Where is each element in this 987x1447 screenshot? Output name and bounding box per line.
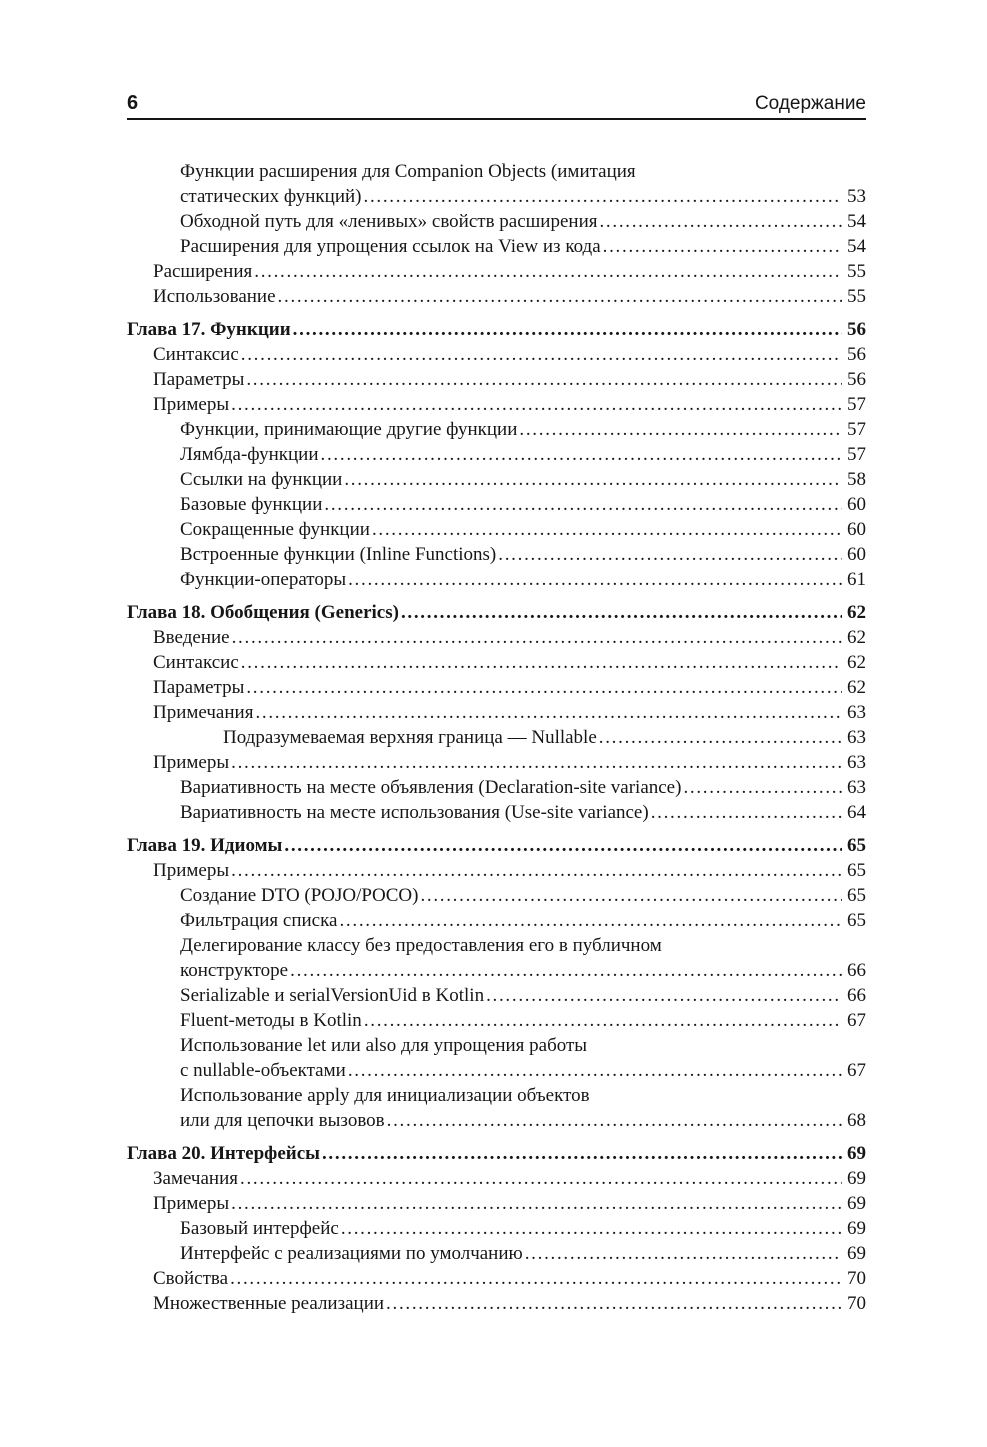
toc-entry-text: Обходной путь для «ленивых» свойств расширения bbox=[180, 211, 598, 232]
toc-dot-leader bbox=[324, 492, 842, 517]
toc-page-number: 64 bbox=[847, 802, 866, 823]
toc-page-number: 53 bbox=[847, 186, 866, 207]
toc-entry-text: Ссылки на функции bbox=[180, 469, 343, 490]
toc-page-number: 60 bbox=[847, 519, 866, 540]
toc-entry-text: Примеры bbox=[153, 752, 230, 773]
toc-entry bbox=[127, 1291, 866, 1316]
toc-dot-leader bbox=[519, 417, 842, 442]
toc-entry-last-line bbox=[180, 209, 866, 234]
toc-dot-leader bbox=[290, 958, 842, 983]
toc-entry-last-line bbox=[180, 1241, 866, 1266]
toc-entry-text: или для цепочки вызовов bbox=[180, 1110, 385, 1131]
toc-dot-leader bbox=[348, 567, 842, 592]
toc-page-number: 60 bbox=[847, 544, 866, 565]
toc-entry-text: Фильтрация списка bbox=[180, 910, 338, 931]
toc-dot-leader bbox=[420, 883, 842, 908]
toc-entry-text: статических функций) bbox=[180, 186, 362, 207]
toc-entry-last-line bbox=[180, 467, 866, 492]
toc-entry bbox=[127, 209, 866, 234]
toc-entry-text: Базовые функции bbox=[180, 494, 323, 515]
toc-entry-text: Параметры bbox=[153, 369, 245, 390]
toc-entry-text: Fluent-методы в Kotlin bbox=[180, 1010, 362, 1031]
toc-entry-text: Создание DTO (POJO/POCO) bbox=[180, 885, 419, 906]
toc-entry-text: Параметры bbox=[153, 677, 245, 698]
toc-entry-text: Сокращенные функции bbox=[180, 519, 370, 540]
toc-entry bbox=[127, 625, 866, 650]
toc-dot-leader bbox=[344, 467, 842, 492]
toc-dot-leader bbox=[341, 1216, 842, 1241]
toc-entry-text: Функции-операторы bbox=[180, 569, 347, 590]
toc-entry bbox=[127, 234, 866, 259]
toc-entry-text: Синтаксис bbox=[153, 344, 239, 365]
toc-entry-last-line bbox=[180, 883, 866, 908]
toc-entry-last-line bbox=[180, 517, 866, 542]
toc-entry-text: Встроенные функции (Inline Functions) bbox=[180, 544, 497, 565]
toc-entry bbox=[127, 317, 866, 342]
toc-entry bbox=[127, 600, 866, 625]
toc-entry bbox=[127, 775, 866, 800]
toc-dot-leader bbox=[254, 259, 842, 284]
toc-page-number: 62 bbox=[847, 627, 866, 648]
toc-entry-text: Введение bbox=[153, 627, 230, 648]
toc-entry bbox=[127, 1083, 866, 1133]
toc-entry-text: Множественные реализации bbox=[153, 1293, 385, 1314]
toc-entry-text: Интерфейс с реализациями по умолчанию bbox=[180, 1243, 523, 1264]
toc-page-number: 57 bbox=[847, 419, 866, 440]
toc-entry bbox=[127, 417, 866, 442]
toc-entry-last-line bbox=[223, 725, 866, 750]
toc-entry-last-line bbox=[180, 492, 866, 517]
toc-page-number: 70 bbox=[847, 1293, 866, 1314]
toc-entry bbox=[127, 442, 866, 467]
toc-entry-last-line bbox=[153, 1191, 866, 1216]
toc-entry-text: Глава 20. Интерфейсы bbox=[127, 1143, 320, 1164]
toc-page-number: 69 bbox=[847, 1168, 866, 1189]
toc-dot-leader bbox=[278, 284, 842, 309]
toc-page-number: 65 bbox=[847, 860, 866, 881]
toc-entry bbox=[127, 1141, 866, 1166]
toc-entry-last-line bbox=[180, 417, 866, 442]
toc-entry bbox=[127, 1241, 866, 1266]
toc-entry-last-line bbox=[180, 184, 866, 209]
toc-entry-last-line bbox=[180, 542, 866, 567]
toc-dot-leader bbox=[364, 1008, 842, 1033]
toc-dot-leader bbox=[486, 983, 842, 1008]
toc-entry-text: Использование let или also для упрощения работы bbox=[180, 1035, 588, 1056]
toc-entry bbox=[127, 159, 866, 209]
toc-page-number: 70 bbox=[847, 1268, 866, 1289]
toc-entry bbox=[127, 883, 866, 908]
toc-entry-text: Расширения для упрощения ссылок на View из кода bbox=[180, 236, 601, 257]
toc-entry bbox=[127, 392, 866, 417]
toc-entry-text: Примеры bbox=[153, 394, 230, 415]
toc-dot-leader bbox=[339, 908, 842, 933]
toc-page-number: 65 bbox=[847, 835, 866, 856]
toc-dot-leader bbox=[232, 625, 842, 650]
toc-page-number: 60 bbox=[847, 494, 866, 515]
toc-page-number: 69 bbox=[847, 1193, 866, 1214]
header-title: Содержание bbox=[754, 93, 866, 114]
toc-page-number: 65 bbox=[847, 910, 866, 931]
toc-dot-leader bbox=[386, 1291, 842, 1316]
toc-page-number: 54 bbox=[847, 211, 866, 232]
toc-entry bbox=[127, 284, 866, 309]
toc-entry-last-line bbox=[153, 650, 866, 675]
toc-entry-text: Вариативность на месте использования (Use-site variance) bbox=[180, 802, 649, 823]
toc-entry-last-line bbox=[153, 259, 866, 284]
toc-entry-last-line bbox=[153, 392, 866, 417]
toc-page-number: 67 bbox=[847, 1060, 866, 1081]
toc-entry-text: конструкторе bbox=[180, 960, 289, 981]
toc-entry-last-line bbox=[180, 1108, 866, 1133]
toc-dot-leader bbox=[231, 392, 842, 417]
toc-page-number: 63 bbox=[847, 727, 866, 748]
toc-entry-last-line bbox=[153, 342, 866, 367]
toc-entry-text: Функции расширения для Companion Objects (имитация bbox=[180, 161, 636, 182]
toc-entry bbox=[127, 467, 866, 492]
toc-page-number: 63 bbox=[847, 777, 866, 798]
toc-entry-last-line bbox=[180, 567, 866, 592]
toc-entry-text: Делегирование классу без предоставления его в публичном bbox=[180, 935, 662, 956]
toc-dot-leader bbox=[230, 1266, 842, 1291]
toc-entry bbox=[127, 675, 866, 700]
toc-page-number: 63 bbox=[847, 752, 866, 773]
toc-entry-last-line bbox=[180, 234, 866, 259]
toc-entry-last-line bbox=[127, 833, 866, 858]
toc-entry-last-line bbox=[127, 1141, 866, 1166]
toc-entry-last-line bbox=[153, 1291, 866, 1316]
toc-dot-leader bbox=[683, 775, 842, 800]
toc-dot-leader bbox=[401, 600, 842, 625]
toc-entry-text: Serializable и serialVersionUid в Kotlin bbox=[180, 985, 485, 1006]
toc-page-number: 61 bbox=[847, 569, 866, 590]
toc-entry-text: Базовый интерфейс bbox=[180, 1218, 339, 1239]
toc-entry-text: Подразумеваемая верхняя граница — Nullable bbox=[223, 727, 597, 748]
toc-dot-leader bbox=[372, 517, 842, 542]
toc-page-number: 66 bbox=[847, 985, 866, 1006]
toc-entry bbox=[127, 1191, 866, 1216]
toc-entry-text: Примечания bbox=[153, 702, 254, 723]
toc-entry-last-line bbox=[127, 600, 866, 625]
toc-entry bbox=[127, 858, 866, 883]
toc-page-number: 69 bbox=[847, 1218, 866, 1239]
toc-dot-leader bbox=[231, 858, 842, 883]
toc-entry-last-line bbox=[180, 1058, 866, 1083]
table-of-contents bbox=[127, 159, 866, 1316]
toc-entry bbox=[127, 1033, 866, 1083]
toc-entry-text: Вариативность на месте объявления (Declaration-site variance) bbox=[180, 777, 682, 798]
toc-dot-leader bbox=[241, 650, 842, 675]
toc-entry bbox=[127, 933, 866, 983]
toc-entry bbox=[127, 650, 866, 675]
toc-entry bbox=[127, 259, 866, 284]
toc-entry-last-line bbox=[127, 317, 866, 342]
toc-page-number: 68 bbox=[847, 1110, 866, 1131]
toc-page-number: 57 bbox=[847, 444, 866, 465]
toc-entry-text: Примеры bbox=[153, 1193, 230, 1214]
toc-entry bbox=[127, 1008, 866, 1033]
toc-page-number: 66 bbox=[847, 960, 866, 981]
toc-entry-last-line bbox=[153, 1166, 866, 1191]
toc-page-number: 63 bbox=[847, 702, 866, 723]
toc-entry-text: Глава 19. Идиомы bbox=[127, 835, 283, 856]
toc-entry-text: Глава 18. Обобщения (Generics) bbox=[127, 602, 399, 623]
toc-entry-last-line bbox=[153, 367, 866, 392]
toc-entry bbox=[127, 1166, 866, 1191]
toc-entry bbox=[127, 1266, 866, 1291]
toc-page-number: 62 bbox=[847, 652, 866, 673]
toc-dot-leader bbox=[322, 1141, 842, 1166]
toc-entry-text: Использование bbox=[153, 286, 276, 307]
toc-entry-text: Функции, принимающие другие функции bbox=[180, 419, 518, 440]
toc-page-number: 55 bbox=[847, 261, 866, 282]
toc-entry-last-line bbox=[180, 908, 866, 933]
toc-entry-text: Расширения bbox=[153, 261, 253, 282]
toc-entry-text: Лямбда-функции bbox=[180, 444, 319, 465]
toc-dot-leader bbox=[293, 317, 842, 342]
toc-page-number: 54 bbox=[847, 236, 866, 257]
page-header bbox=[127, 93, 866, 120]
toc-dot-leader bbox=[255, 700, 842, 725]
toc-entry bbox=[127, 750, 866, 775]
toc-entry-last-line bbox=[180, 775, 866, 800]
toc-entry-last-line bbox=[180, 800, 866, 825]
toc-entry-text: Примеры bbox=[153, 860, 230, 881]
toc-entry-text: Синтаксис bbox=[153, 652, 239, 673]
toc-entry-last-line bbox=[153, 625, 866, 650]
toc-dot-leader bbox=[498, 542, 842, 567]
toc-dot-leader bbox=[599, 209, 842, 234]
toc-entry-last-line bbox=[180, 1216, 866, 1241]
toc-entry-last-line bbox=[180, 442, 866, 467]
toc-page-number: 67 bbox=[847, 1010, 866, 1031]
toc-entry bbox=[127, 542, 866, 567]
toc-page-number: 65 bbox=[847, 885, 866, 906]
toc-entry-text: Замечания bbox=[153, 1168, 238, 1189]
toc-entry bbox=[127, 1216, 866, 1241]
toc-dot-leader bbox=[246, 675, 842, 700]
toc-page-number: 62 bbox=[847, 677, 866, 698]
toc-entry bbox=[127, 342, 866, 367]
toc-entry-text: Глава 17. Функции bbox=[127, 319, 291, 340]
toc-entry bbox=[127, 800, 866, 825]
toc-entry-last-line bbox=[153, 700, 866, 725]
toc-entry bbox=[127, 367, 866, 392]
toc-entry-last-line bbox=[180, 1008, 866, 1033]
toc-entry-last-line bbox=[153, 284, 866, 309]
toc-entry-text: Свойства bbox=[153, 1268, 229, 1289]
toc-entry-text: с nullable-объектами bbox=[180, 1060, 346, 1081]
toc-entry-last-line bbox=[153, 675, 866, 700]
toc-entry-last-line bbox=[180, 958, 866, 983]
toc-page-number: 62 bbox=[847, 602, 866, 623]
toc-dot-leader bbox=[364, 184, 843, 209]
toc-dot-leader bbox=[599, 725, 842, 750]
toc-page-number: 55 bbox=[847, 286, 866, 307]
toc-dot-leader bbox=[348, 1058, 842, 1083]
toc-dot-leader bbox=[284, 833, 842, 858]
toc-dot-leader bbox=[231, 1191, 842, 1216]
toc-entry-text: Использование apply для инициализации объектов bbox=[180, 1085, 590, 1106]
toc-entry bbox=[127, 725, 866, 750]
toc-entry-last-line bbox=[153, 858, 866, 883]
toc-dot-leader bbox=[603, 234, 842, 259]
toc-entry bbox=[127, 833, 866, 858]
toc-page-number: 56 bbox=[847, 344, 866, 365]
toc-dot-leader bbox=[651, 800, 842, 825]
toc-entry bbox=[127, 492, 866, 517]
toc-dot-leader bbox=[387, 1108, 842, 1133]
toc-page-number: 69 bbox=[847, 1243, 866, 1264]
toc-dot-leader bbox=[525, 1241, 842, 1266]
toc-entry-last-line bbox=[180, 983, 866, 1008]
toc-dot-leader bbox=[246, 367, 842, 392]
toc-entry bbox=[127, 567, 866, 592]
toc-entry-last-line bbox=[153, 750, 866, 775]
toc-page-number: 69 bbox=[847, 1143, 866, 1164]
toc-page-number: 57 bbox=[847, 394, 866, 415]
toc-entry bbox=[127, 700, 866, 725]
toc-entry-last-line bbox=[153, 1266, 866, 1291]
toc-entry bbox=[127, 908, 866, 933]
header-page-number: 6 bbox=[127, 92, 139, 114]
toc-dot-leader bbox=[321, 442, 842, 467]
toc-page-number: 56 bbox=[847, 319, 866, 340]
toc-dot-leader bbox=[231, 750, 842, 775]
toc-dot-leader bbox=[241, 342, 842, 367]
toc-entry bbox=[127, 983, 866, 1008]
toc-entry bbox=[127, 517, 866, 542]
toc-page-number: 58 bbox=[847, 469, 866, 490]
toc-page-number: 56 bbox=[847, 369, 866, 390]
toc-dot-leader bbox=[240, 1166, 842, 1191]
